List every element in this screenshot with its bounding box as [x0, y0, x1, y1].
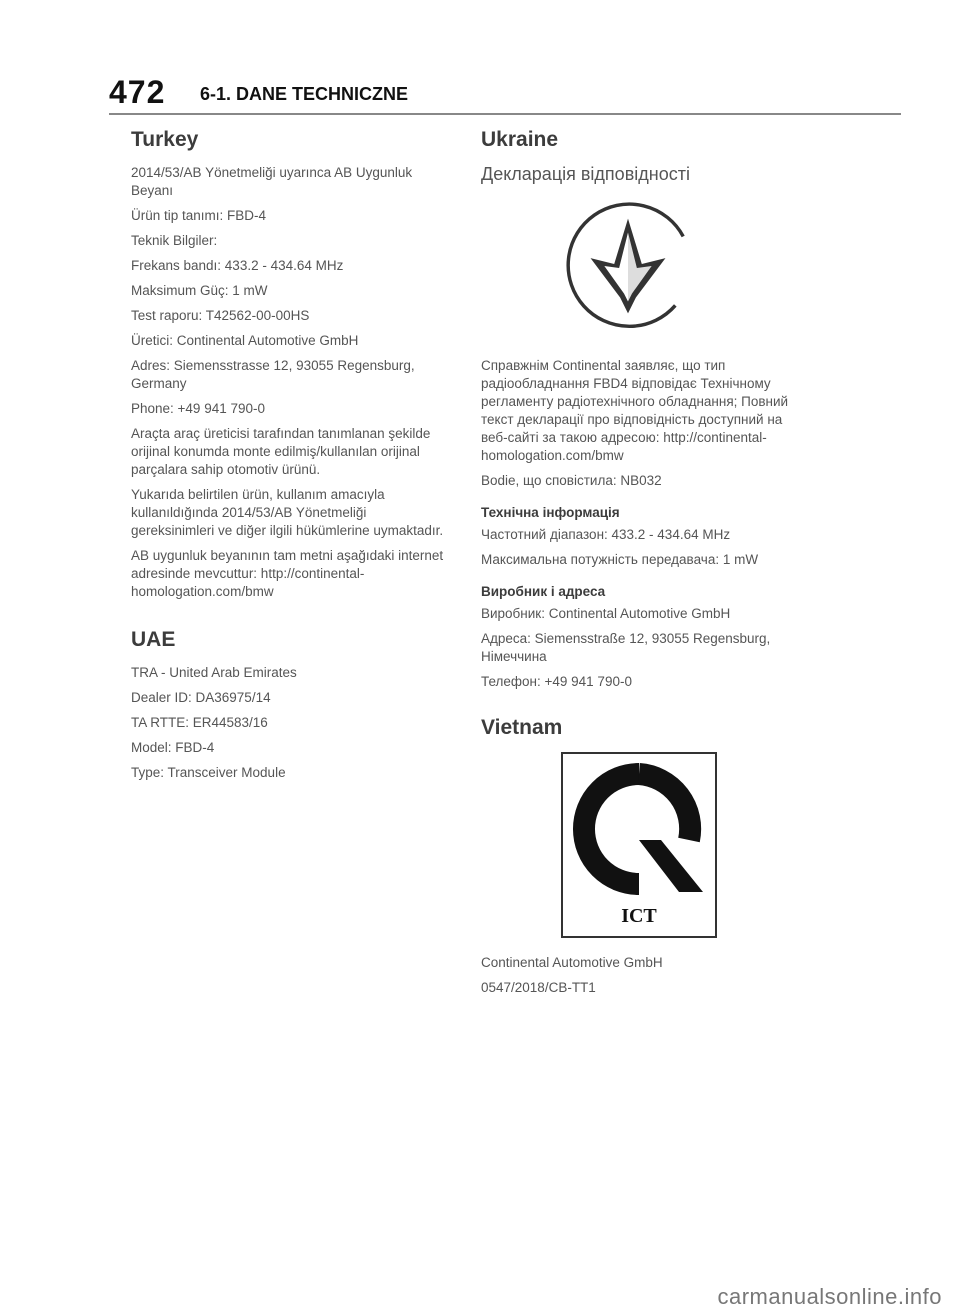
- paragraph: Виробник: Continental Automotive GmbH: [481, 606, 731, 621]
- tech-info-heading: Технічна інформація: [481, 505, 620, 520]
- paragraph: Adres: Siemensstrasse 12, 93055 Regensburg, Germany: [131, 358, 415, 391]
- watermark: carmanualsonline.info: [717, 1284, 942, 1309]
- paragraph: Максимальна потужність передавача: 1 mW: [481, 552, 759, 567]
- section-vietnam: [481, 716, 811, 997]
- ukraine-conformity-logo-icon: [559, 197, 697, 335]
- paragraph: Dealer ID: DA36975/14: [131, 690, 271, 705]
- paragraph: Frekans bandı: 433.2 - 434.64 MHz: [131, 258, 344, 273]
- section-title-ukraine: Ukraine: [481, 128, 559, 151]
- paragraph: Test raporu: T42562-00-00HS: [131, 308, 310, 323]
- paragraph: Continental Automotive GmbH: [481, 955, 663, 970]
- paragraph: Справжнім Continental заявляє, що тип радіообладнання FBD4 відповідає Технічному регламенту радіотехнічного обладнання; Повний текст декларації про відповідність доступний на веб-сайті за такою адресою: http://continental-homologation.com/bmw: [481, 358, 789, 463]
- page-header: [0, 0, 960, 115]
- paragraph: Araçta araç üreticisi tarafından tanımlanan şekilde orijinal konumda monte edilmiş/kullanılan orijinal parçalara sahip otomotiv ürünü.: [131, 426, 431, 477]
- paragraph: Type: Transceiver Module: [131, 765, 286, 780]
- paragraph: 0547/2018/CB-TT1: [481, 980, 596, 995]
- paragraph: 2014/53/AB Yönetmeliği uyarınca AB Uygunluk Beyanı: [131, 165, 413, 198]
- section-title-uae: UAE: [131, 628, 176, 651]
- vietnam-ict-logo-icon: [561, 752, 717, 938]
- header-rule: [109, 113, 901, 115]
- paragraph: Частотний діапазон: 433.2 - 434.64 MHz: [481, 527, 731, 542]
- section-uae: [131, 628, 451, 782]
- paragraph: Maksimum Güç: 1 mW: [131, 283, 268, 298]
- ict-logo-text: ICT: [621, 905, 657, 927]
- section-subtitle-ukraine: Декларація відповідності: [481, 164, 690, 184]
- paragraph: Bodie, що сповістила: NB032: [481, 473, 662, 488]
- paragraph: TA RTTE: ER44583/16: [131, 715, 268, 730]
- paragraph: Yukarıda belirtilen ürün, kullanım amacıyla kullanıldığında 2014/53/AB Yönetmeliği gereksinimleri ve diğer ilgili hükümlerine uymaktadır.: [131, 487, 444, 538]
- right-column: [481, 128, 811, 1004]
- paragraph: Адреса: Siemensstraße 12, 93055 Regensburg, Німеччина: [481, 631, 771, 664]
- section-title-vietnam: Vietnam: [481, 716, 563, 739]
- paragraph: AB uygunluk beyanının tam metni aşağıdaki internet adresinde mevcuttur: http://continental-homologation.com/bmw: [131, 548, 444, 599]
- chapter-title: 6-1. DANE TECHNICZNE: [200, 84, 409, 104]
- section-title-turkey: Turkey: [131, 128, 199, 151]
- paragraph: TRA - United Arab Emirates: [131, 665, 297, 680]
- paragraph: Телефон: +49 941 790-0: [481, 674, 632, 689]
- paragraph: Üretici: Continental Automotive GmbH: [131, 333, 359, 348]
- paragraph: Phone: +49 941 790-0: [131, 401, 265, 416]
- manufacturer-heading: Виробник і адреса: [481, 584, 606, 599]
- section-ukraine: [481, 128, 811, 691]
- paragraph: Model: FBD-4: [131, 740, 215, 755]
- left-column: [131, 128, 451, 789]
- section-turkey: [131, 128, 451, 601]
- page-number: 472: [109, 74, 166, 110]
- paragraph: Ürün tip tanımı: FBD-4: [131, 208, 267, 223]
- paragraph: Teknik Bilgiler:: [131, 233, 218, 248]
